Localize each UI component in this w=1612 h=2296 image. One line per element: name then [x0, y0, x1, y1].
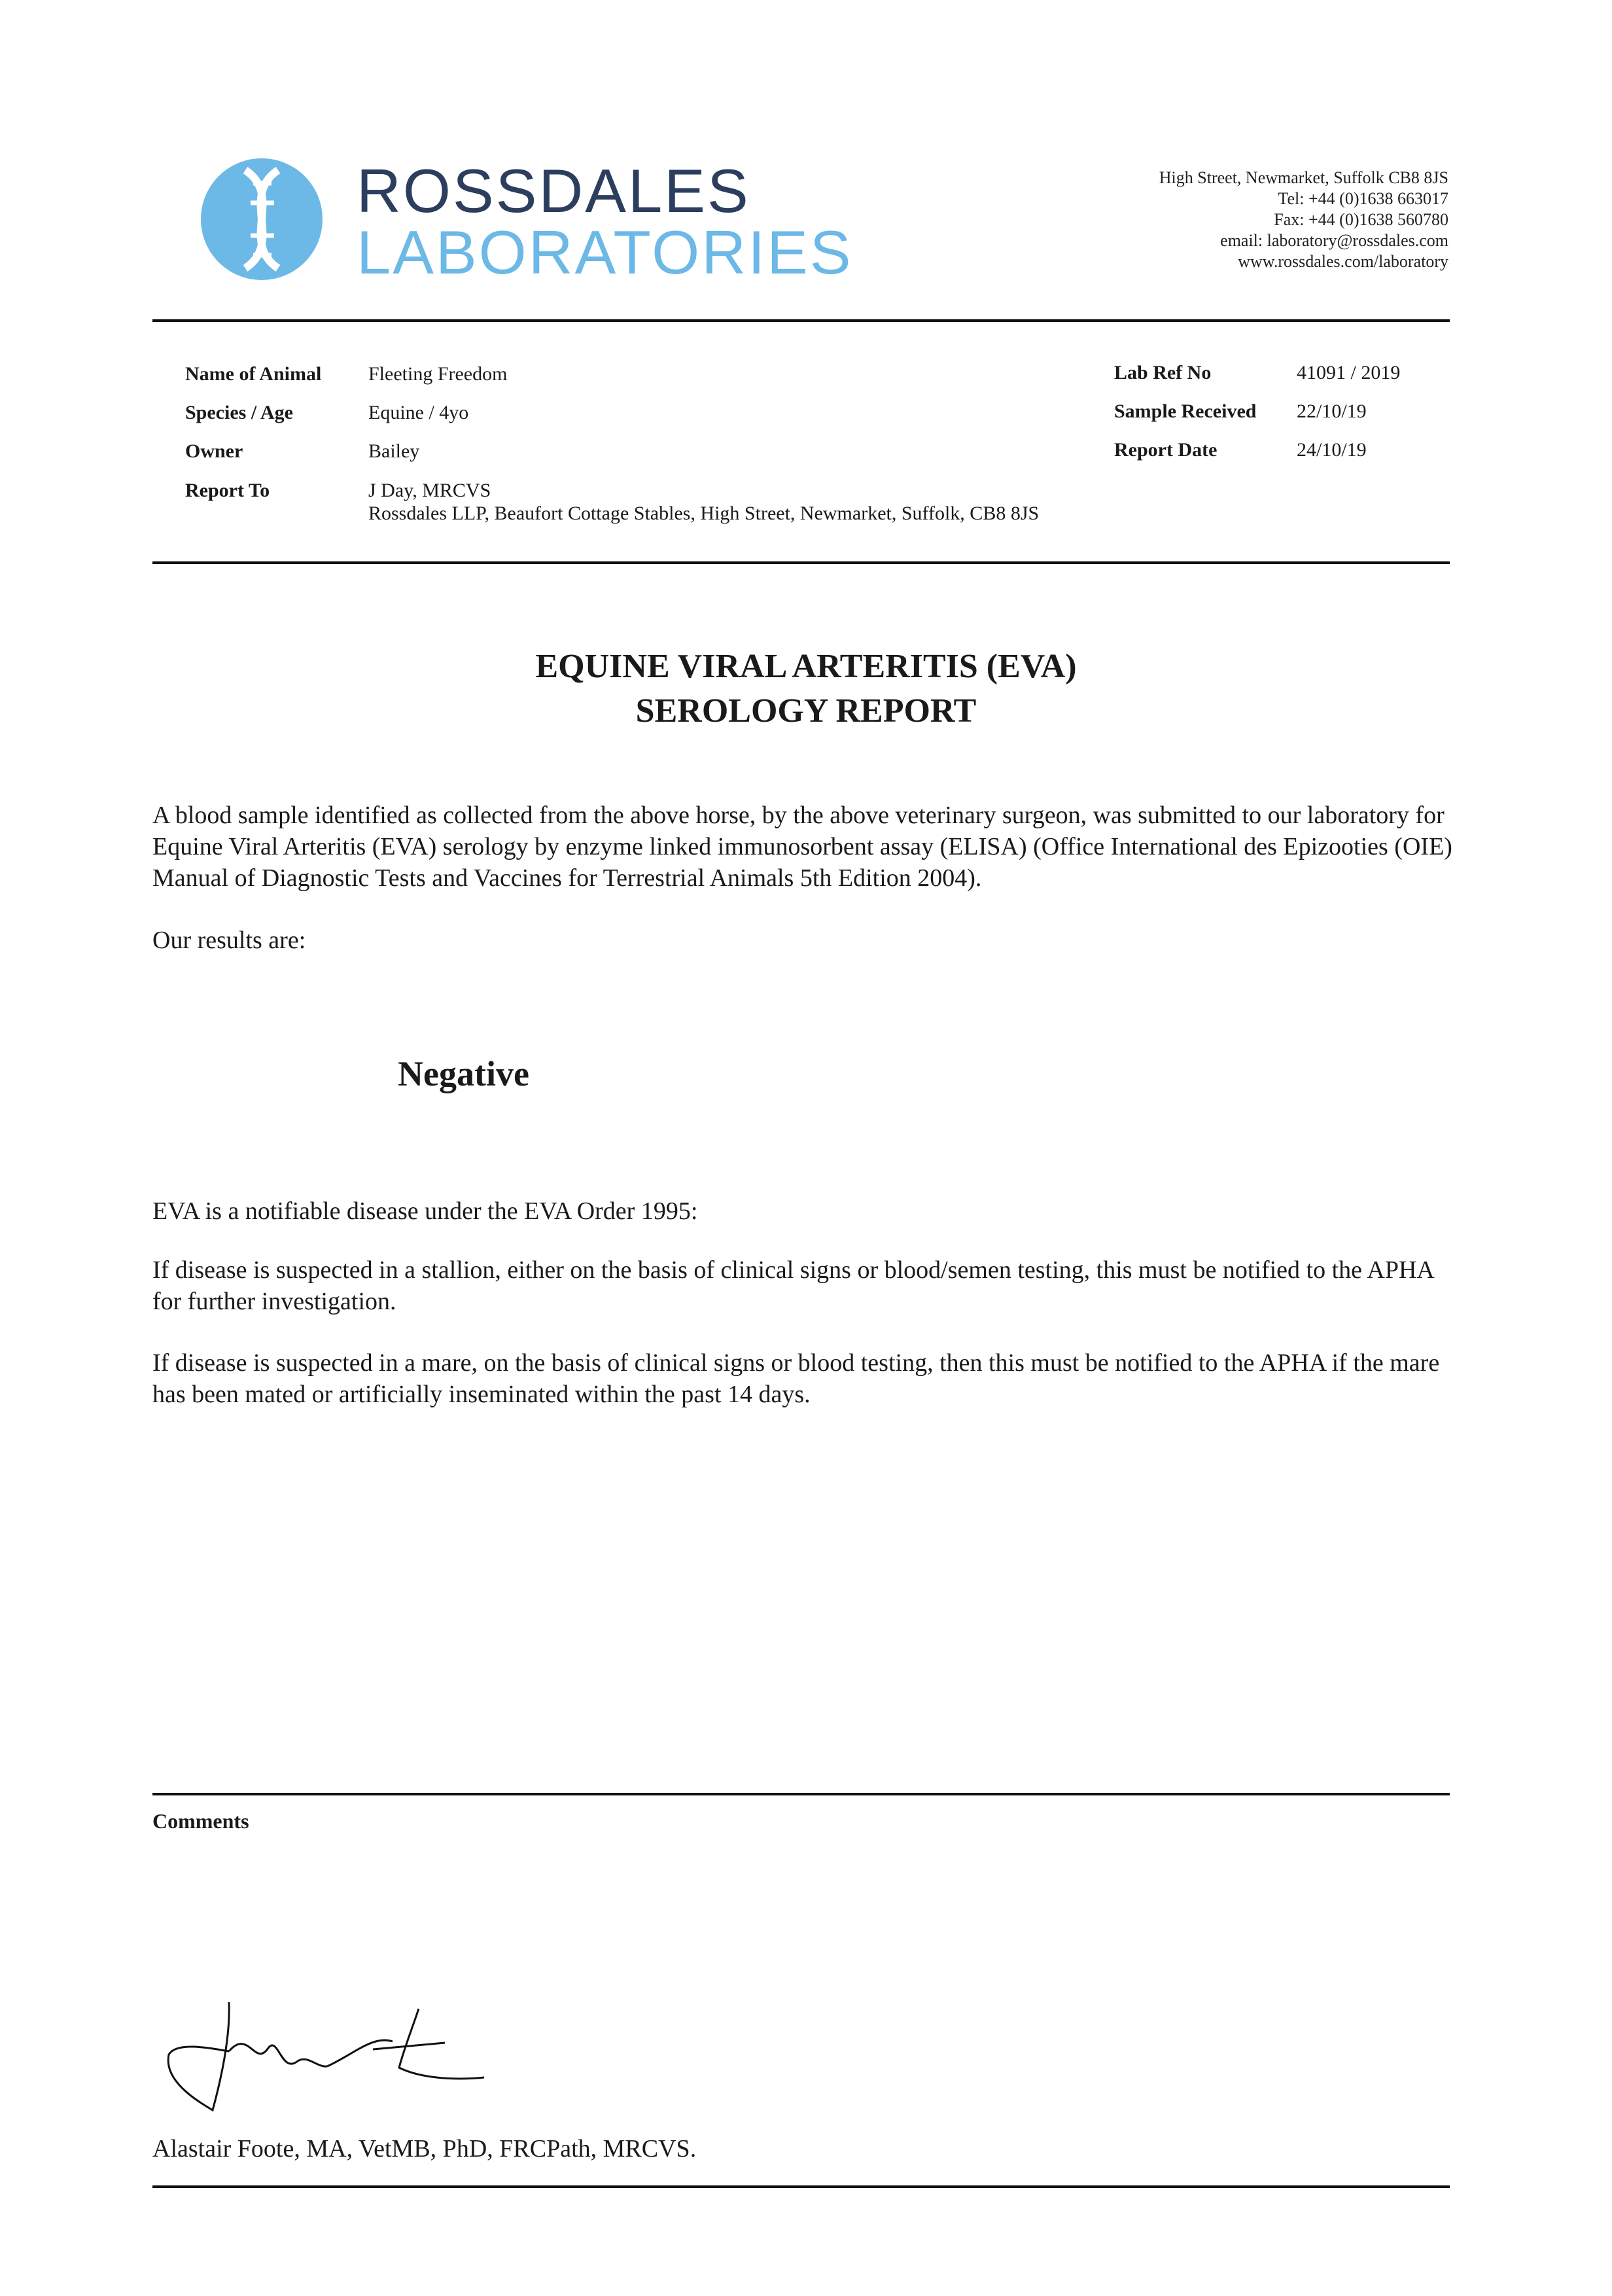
report-title: [0, 645, 1612, 733]
email: email: laboratory@rossdales.com: [1220, 231, 1448, 250]
address: High Street, Newmarket, Suffolk CB8 8JS: [1159, 168, 1448, 187]
signature-icon: [157, 1989, 497, 2120]
results-intro: Our results are:: [152, 927, 306, 954]
report-to-line-1: J Day, MRCVS: [368, 480, 491, 501]
intro-paragraph: A blood sample identified as collected from the above horse, by the above veterinary surgeon, was submitted to our laboratory for Equine Viral Arteritis (EVA) serology by enzyme linked immunosorbent assay (ELISA) (Office International des Epizooties (OIE) Manual of Diagnostic Tests and Vaccines for Terrestrial Animals 5th Edition 2004).: [152, 802, 1452, 892]
website: www.rossdales.com/laboratory: [1238, 252, 1448, 271]
dna-logo-icon: [200, 157, 324, 281]
brand-line-2: LABORATORIES: [357, 218, 853, 287]
mare-paragraph: If disease is suspected in a mare, on the basis of clinical signs or blood testing, then this must be notified to the APHA if the mare has been mated or artificially inseminated within the past 14 days.: [152, 1349, 1440, 1408]
contact-block: [1159, 168, 1448, 272]
species-label: Species / Age: [185, 402, 293, 423]
report-date-value: 24/10/19: [1297, 439, 1367, 461]
brand-name: [357, 156, 853, 287]
divider-top: [152, 319, 1450, 322]
report-to-line-2: Rossdales LLP, Beaufort Cottage Stables, High Street, Newmarket, Suffolk, CB8 8JS: [368, 503, 1040, 524]
report-date-label: Report Date: [1114, 439, 1218, 461]
divider-bottom: [152, 2185, 1450, 2188]
title-line-2: SEROLOGY REPORT: [635, 692, 977, 730]
lab-ref-label: Lab Ref No: [1114, 362, 1212, 383]
signer-name: Alastair Foote, MA, VetMB, PhD, FRCPath, MRCVS.: [152, 2135, 697, 2163]
divider-comments: [152, 1793, 1450, 1795]
notifiable-statement: EVA is a notifiable disease under the EVA Order 1995:: [152, 1197, 698, 1225]
comments-label: Comments: [152, 1809, 249, 1833]
telephone: Tel: +44 (0)1638 663017: [1278, 189, 1448, 208]
name-value: Fleeting Freedom: [368, 363, 508, 385]
sample-received-value: 22/10/19: [1297, 400, 1367, 422]
fax: Fax: +44 (0)1638 560780: [1274, 210, 1448, 229]
brand-line-1: ROSSDALES: [357, 156, 750, 225]
title-line-1: EQUINE VIRAL ARTERITIS (EVA): [535, 648, 1077, 685]
owner-value: Bailey: [368, 440, 420, 462]
report-to-label: Report To: [185, 480, 270, 501]
stallion-paragraph: If disease is suspected in a stallion, either on the basis of clinical signs or blood/semen testing, this must be notified to the APHA for further investigation.: [152, 1256, 1433, 1315]
sample-received-label: Sample Received: [1114, 400, 1257, 422]
species-value: Equine / 4yo: [368, 402, 469, 423]
lab-ref-value: 41091 / 2019: [1297, 362, 1401, 383]
divider-info: [152, 561, 1450, 564]
name-label: Name of Animal: [185, 363, 322, 385]
owner-label: Owner: [185, 440, 243, 462]
result-value: Negative: [398, 1054, 529, 1093]
